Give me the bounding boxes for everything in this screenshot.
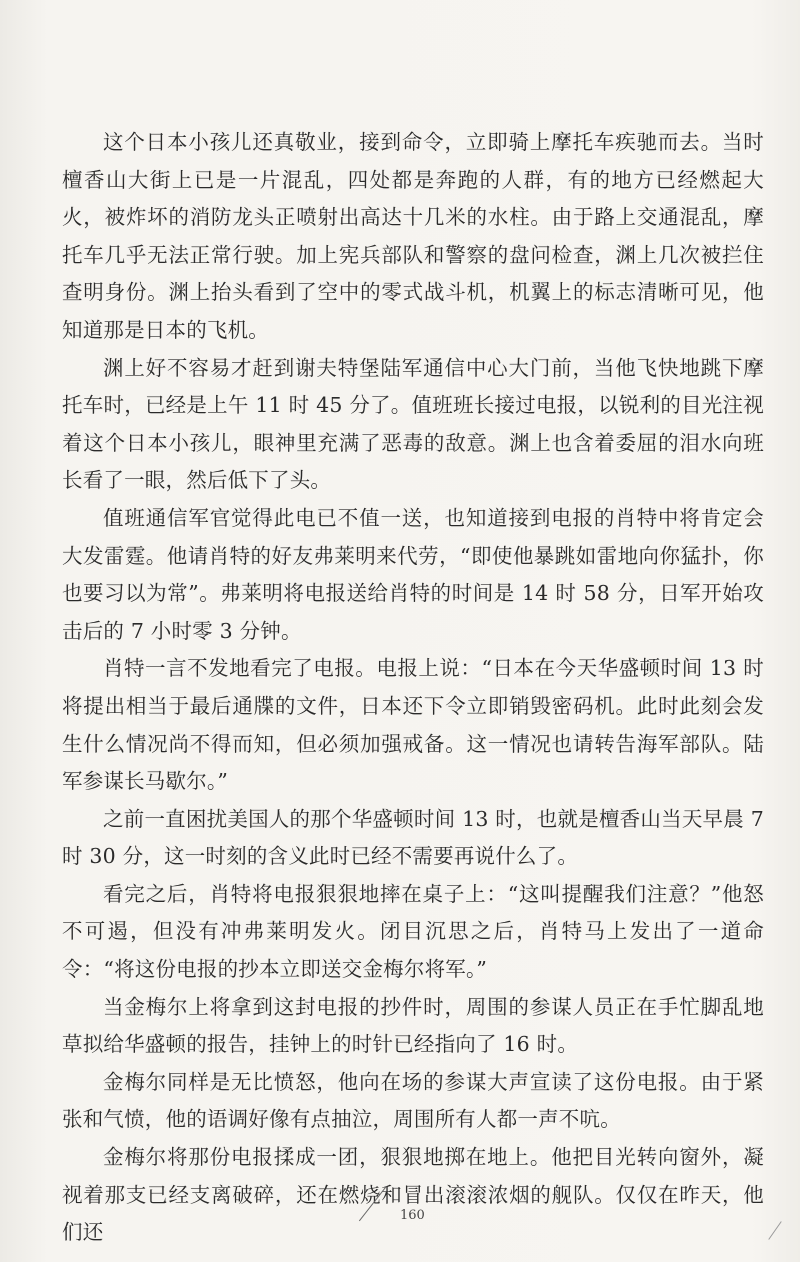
paragraph-2: 渊上好不容易才赶到谢夫特堡陆军通信中心大门前，当他飞快地跳下摩托车时，已经是上午 11 时 45 分了。值班班长接过电报，以锐利的目光注视着这个日本小孩儿，眼神里充满了恶毒的敌意。渊上也含着委屈的泪水向班长看了一眼，然后低下了头。 bbox=[62, 355, 764, 493]
paragraph-4: 肖特一言不发地看完了电报。电报上说：“日本在今天华盛顿时间 13 时将提出相当于最后通牒的文件，日本还下令立即销毁密码机。此时此刻会发生什么情况尚不得而知，但必须加强戒备。这一情况也请转告海军部队。陆军参谋长马歇尔。” bbox=[62, 656, 764, 794]
paragraph-6: 看完之后，肖特将电报狠狠地摔在桌子上：“这叫提醒我们注意？”他怒不可遏，但没有冲弗莱明发火。闭目沉思之后，肖特马上发出了一道命令：“将这份电报的抄本立即送交金梅尔将军。” bbox=[62, 881, 764, 982]
page-number: 160 bbox=[400, 1208, 425, 1223]
paragraph-5: 之前一直困扰美国人的那个华盛顿时间 13 时，也就是檀香山当天早晨 7 时 30 分，这一时刻的含义此时已经不需要再说什么了。 bbox=[62, 806, 764, 869]
scan-mark bbox=[768, 1221, 781, 1240]
body-text bbox=[62, 124, 764, 1252]
paragraph-7: 当金梅尔上将拿到这封电报的抄件时，周围的参谋人员正在手忙脚乱地草拟给华盛顿的报告，挂钟上的时针已经指向了 16 时。 bbox=[62, 994, 764, 1057]
paragraph-8: 金梅尔同样是无比愤怒，他向在场的参谋大声宣读了这份电报。由于紧张和气愤，他的语调好像有点抽泣，周围所有人都一声不吭。 bbox=[62, 1069, 764, 1132]
paragraph-1: 这个日本小孩儿还真敬业，接到命令，立即骑上摩托车疾驰而去。当时檀香山大街上已是一片混乱，四处都是奔跑的人群，有的地方已经燃起大火，被炸坏的消防龙头正喷射出高达十几米的水柱。由于路上交通混乱，摩托车几乎无法正常行驶。加上宪兵部队和警察的盘问检查，渊上几次被拦住查明身份。渊上抬头看到了空中的零式战斗机，机翼上的标志清晰可见，他知道那是日本的飞机。 bbox=[62, 130, 764, 342]
paragraph-3: 值班通信军官觉得此电已不值一送，也知道接到电报的肖特中将肯定会大发雷霆。他请肖特的好友弗莱明来代劳，“即使他暴跳如雷地向你猛扑，你也要习以为常”。弗莱明将电报送给肖特的时间是 14 时 58 分，日军开始攻击后的 7 小时零 3 分钟。 bbox=[62, 505, 764, 643]
paragraph-9: 金梅尔将那份电报揉成一团，狠狠地掷在地上。他把目光转向窗外，凝视着那支已经支离破碎，还在燃烧和冒出滚滚浓烟的舰队。仅仅在昨天，他们还 bbox=[62, 1145, 764, 1245]
